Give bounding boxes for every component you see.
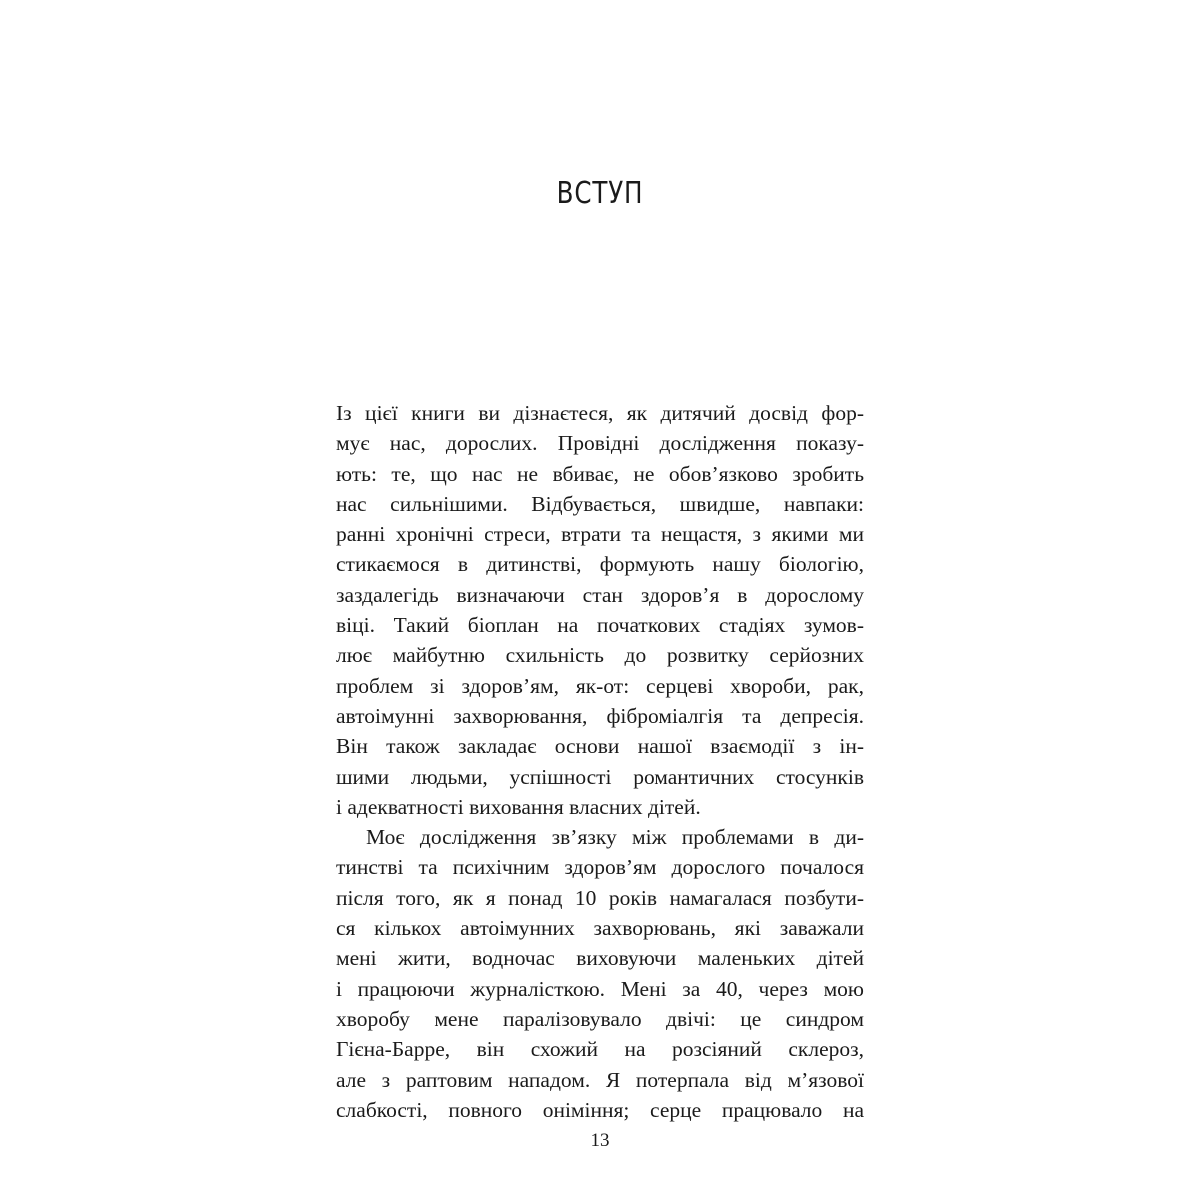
- text-line: шими людьми, успішності романтичних стосунків: [336, 764, 864, 789]
- text-line: тинстві та психічним здоров’ям дорослого почалося: [336, 855, 864, 880]
- text-line: хворобу мене паралізовувало двічі: це синдром: [336, 1006, 864, 1031]
- text-line: Із цієї книги ви дізнаєтеся, як дитячий досвід фор-: [336, 401, 864, 425]
- text-line: віці. Такий біоплан на початкових стадіях зумов-: [336, 613, 864, 638]
- body-text: [336, 398, 864, 1125]
- text-line: стикаємося в дитинстві, формують нашу біологію,: [336, 552, 864, 577]
- text-line: автоімунні захворювання, фіброміалгія та депресія.: [336, 703, 864, 728]
- text-line: і адекватності виховання власних дітей.: [336, 794, 701, 819]
- text-line: Гієна-Барре, він схожий на розсіяний склероз,: [336, 1037, 864, 1062]
- text-line: лює майбутню схильність до розвитку серйозних: [336, 643, 864, 668]
- text-line: нас сильнішими. Відбувається, швидше, навпаки:: [336, 491, 864, 516]
- text-line: мені жити, водночас виховуючи маленьких дітей: [336, 946, 864, 971]
- paragraph-1: [336, 398, 864, 822]
- chapter-title: ВСТУП: [556, 176, 644, 211]
- text-line: слабкості, повного оніміння; серце працювало на: [336, 1097, 864, 1122]
- text-line: ранні хронічні стреси, втрати та нещастя, з якими ми: [336, 522, 864, 547]
- text-line: проблем зі здоров’ям, як-от: серцеві хвороби, рак,: [336, 673, 864, 698]
- text-line: і працюючи журналісткою. Мені за 40, через мою: [336, 976, 864, 1001]
- text-line: ся кількох автоімунних захворювань, які заважали: [336, 916, 864, 941]
- text-line: заздалегідь визначаючи стан здоров’я в дорослому: [336, 582, 864, 607]
- text-line: Моє дослідження зв’язку між проблемами в ди-: [366, 825, 864, 850]
- text-line: мує нас, дорослих. Провідні дослідження показу-: [336, 431, 864, 456]
- text-line: але з раптовим нападом. Я потерпала від м’язової: [336, 1067, 864, 1092]
- text-line: ють: те, що нас не вбиває, не обов’язково зробить: [336, 461, 864, 486]
- text-line: Він також закладає основи нашої взаємодії з ін-: [336, 734, 864, 759]
- text-line: після того, як я понад 10 років намагалася позбути-: [336, 885, 864, 910]
- page-number: 13: [590, 1130, 610, 1151]
- paragraph-2: [336, 822, 864, 1125]
